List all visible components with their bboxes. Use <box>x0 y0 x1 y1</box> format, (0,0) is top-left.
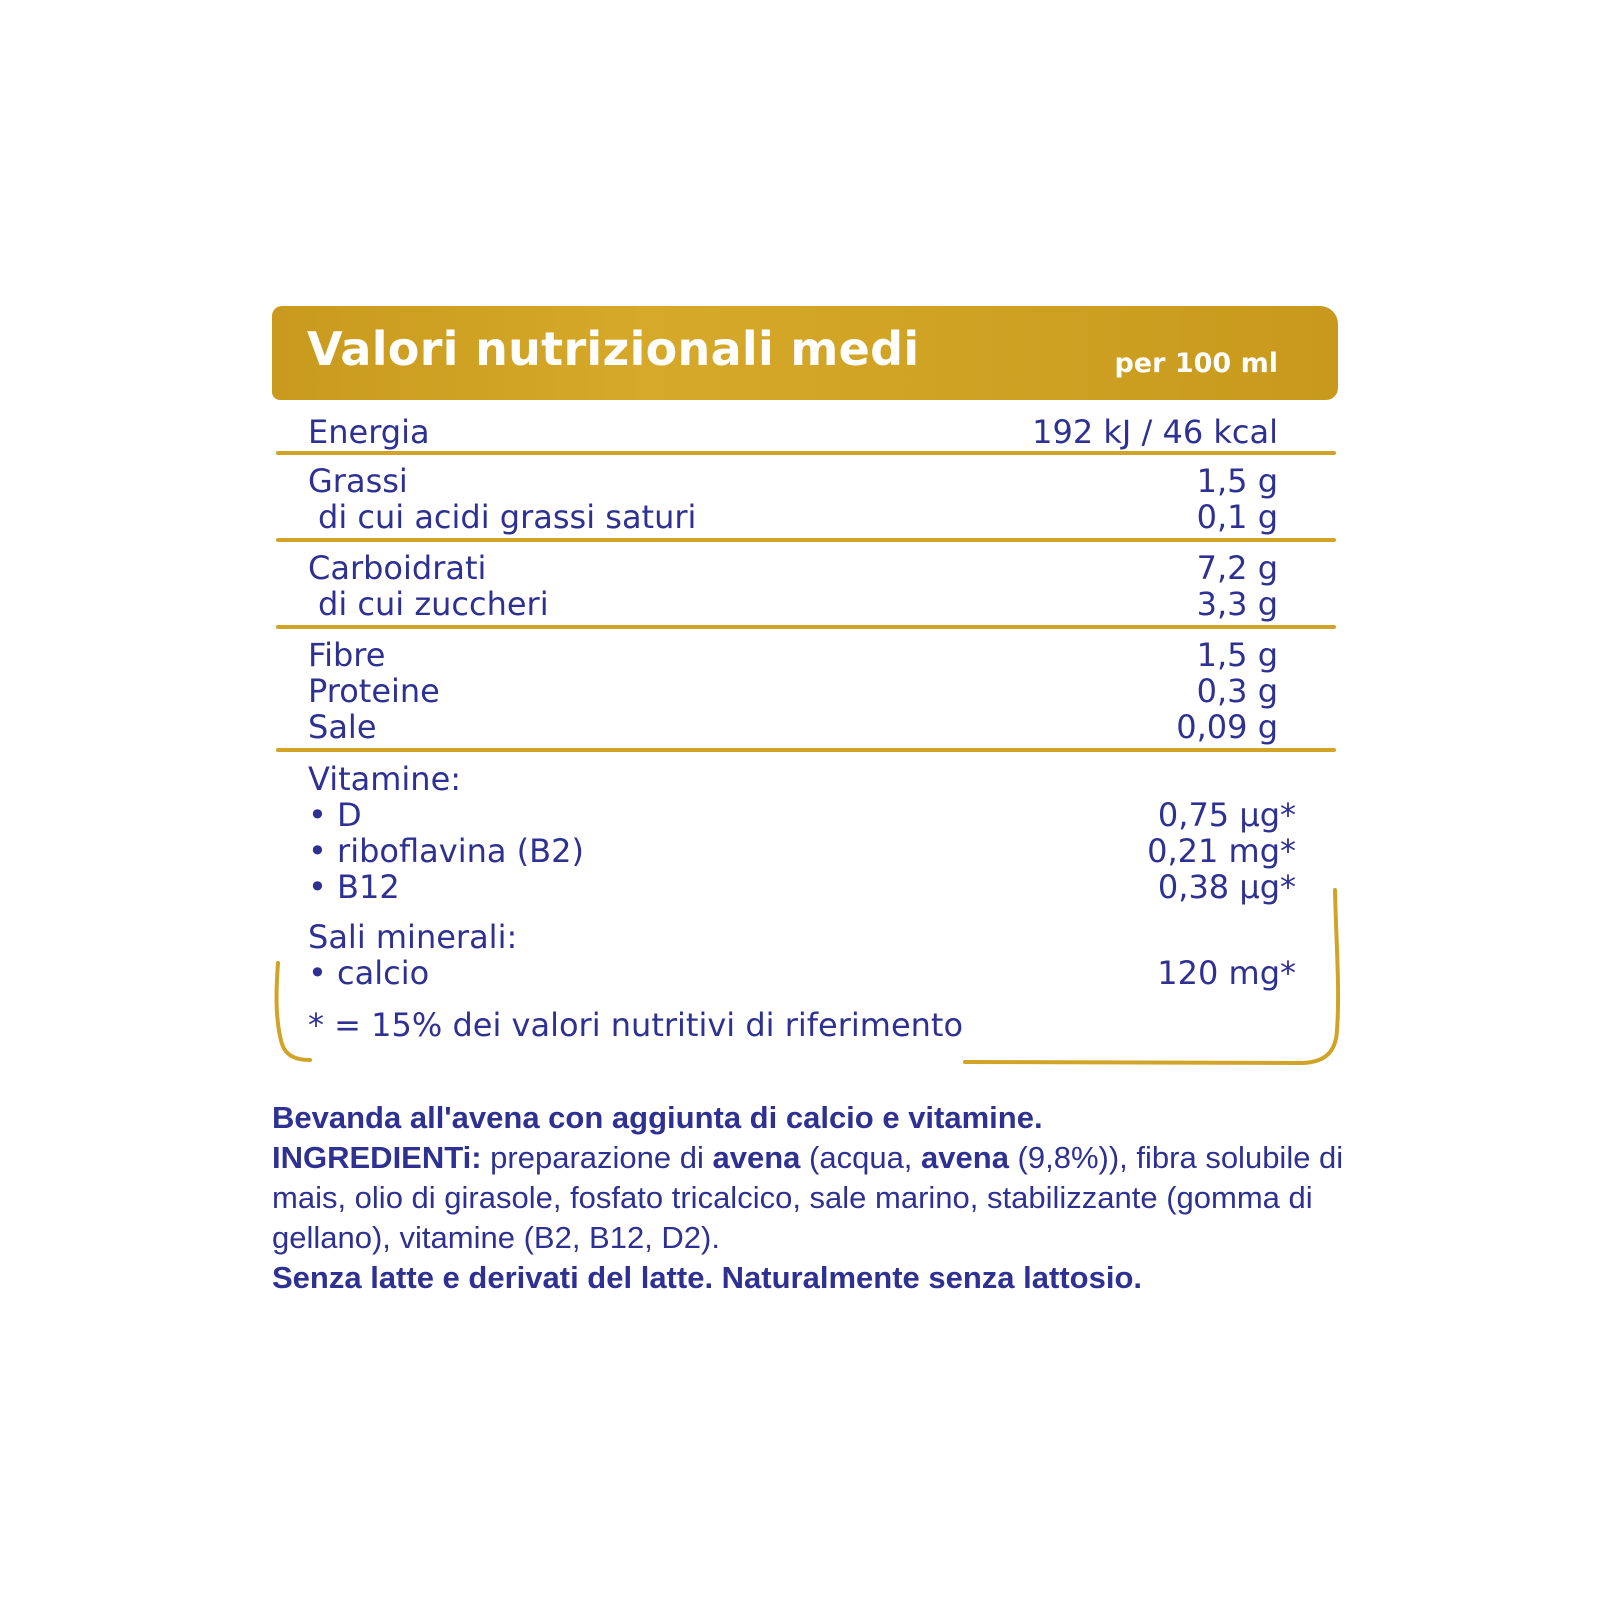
row-name: • B12 <box>308 868 400 906</box>
ingredients-text: INGREDIENTi: preparazione di avena (acqua, avena (9,8%)), fibra solubile di mais, olio di girasole, fosfato tricalcico, sale marino, stabilizzante (gomma di gellano), vitamine (B2, B12, D2). <box>272 1140 1344 1255</box>
row-name: • D <box>308 796 362 834</box>
row-name: • calcio <box>308 954 430 992</box>
row-name: Energia <box>308 413 430 451</box>
per-100ml: per 100 ml <box>1114 348 1278 379</box>
allergen-statement: Senza latte e derivati del latte. Naturalmente senza lattosio. <box>272 1260 1142 1295</box>
minerals-heading-text: Sali minerali: <box>308 918 518 956</box>
row-value: 0,75 µg* <box>1157 796 1296 834</box>
row-value: 0,1 g <box>1196 498 1278 536</box>
row-value: 0,3 g <box>1196 672 1278 710</box>
row-value: 0,09 g <box>1176 708 1278 746</box>
row-name: • riboflavina (B2) <box>308 832 584 870</box>
row-value: 120 mg* <box>1157 954 1296 992</box>
row-value: 0,38 µg* <box>1157 868 1296 906</box>
row-value: 192 kJ / 46 kcal <box>1032 413 1278 451</box>
row-name: Fibre <box>308 636 386 674</box>
vitamins-heading-text: Vitamine: <box>308 760 462 798</box>
row-value: 0,21 mg* <box>1147 832 1296 870</box>
footnote: * = 15% dei valori nutritivi di riferimento <box>308 1006 964 1044</box>
row-name: Proteine <box>308 672 440 710</box>
row-value: 1,5 g <box>1196 462 1278 500</box>
product-description: Bevanda all'avena con aggiunta di calcio e vitamine. <box>272 1100 1043 1135</box>
row-name: Sale <box>308 708 377 746</box>
row-name: Carboidrati <box>308 549 487 587</box>
ingredients-label: INGREDIENTi: <box>272 1140 482 1175</box>
nutrition-title: Valori nutrizionali medi <box>307 322 920 376</box>
row-value: 7,2 g <box>1196 549 1278 587</box>
row-name: Grassi <box>308 462 408 500</box>
row-name: di cui zuccheri <box>318 585 549 623</box>
row-name: di cui acidi grassi saturi <box>318 498 697 536</box>
ingredients-block <box>272 1098 1362 1298</box>
row-value: 3,3 g <box>1196 585 1278 623</box>
row-value: 1,5 g <box>1196 636 1278 674</box>
